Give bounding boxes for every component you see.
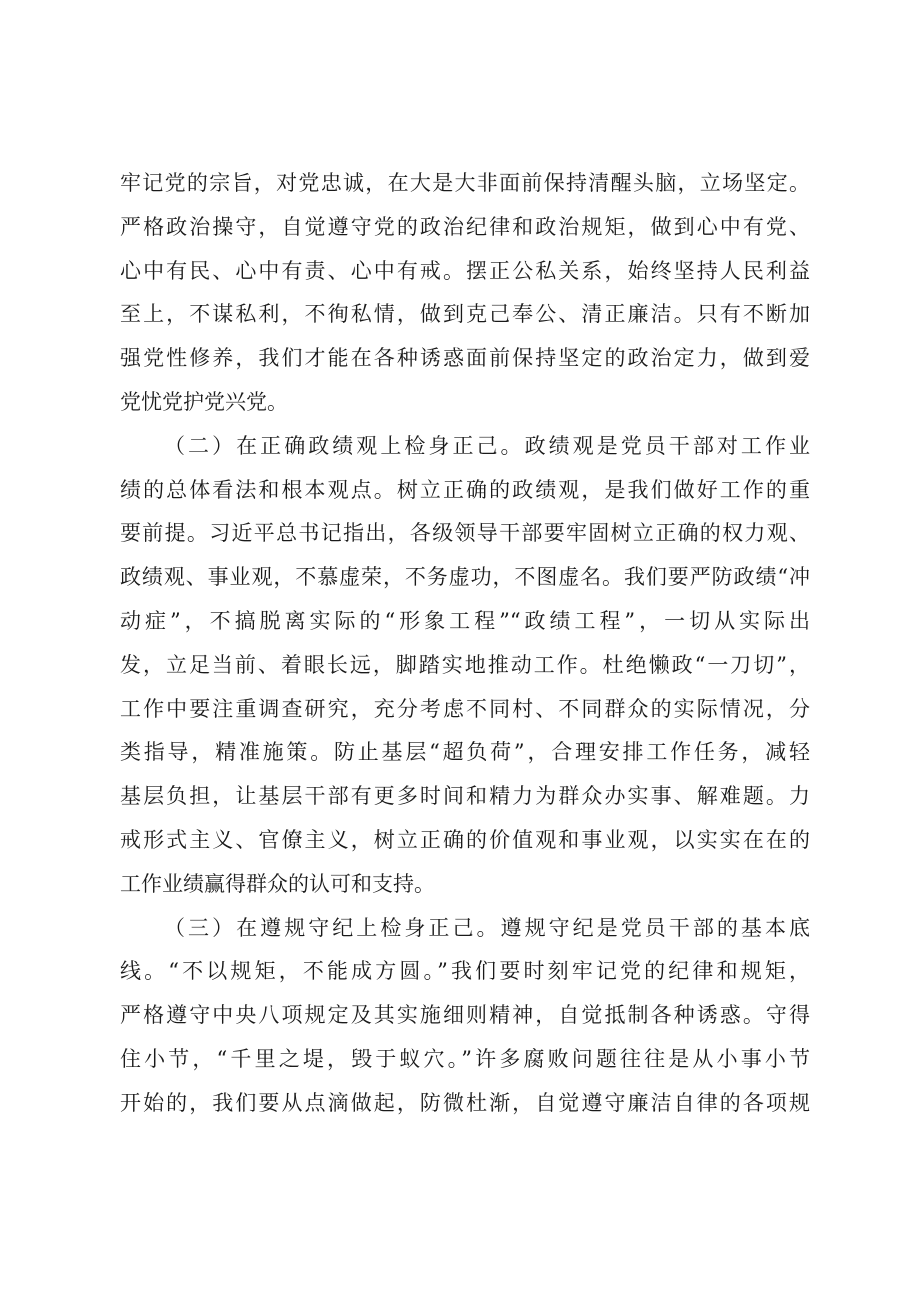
document-body xyxy=(120,162,810,1126)
text-line: 严格政治操守，自觉遵守党的政治纪律和政治规矩，做到心中有党、 xyxy=(120,214,810,239)
text-line: 至上，不谋私利，不徇私情，做到克己奉公、清正廉洁。只有不断加 xyxy=(120,302,810,327)
text-line: 要前提。习近平总书记指出，各级领导干部要牢固树立正确的权力观、 xyxy=(120,521,810,546)
paragraph-continued xyxy=(120,162,810,425)
text-line: 牢记党的宗旨，对党忠诚，在大是大非面前保持清醒头脑，立场坚定。 xyxy=(120,171,810,195)
text-line: 动症”，不搞脱离实际的“形象工程”“政绩工程”，一切从实际出 xyxy=(120,608,810,633)
section-heading-line: （二）在正确政绩观上检身正己。政绩观是党员干部对工作业 xyxy=(164,433,810,458)
text-line: 基层负担，让基层干部有更多时间和精力为群众办实事、解难题。力 xyxy=(120,784,810,809)
paragraph-section-3 xyxy=(120,907,810,1126)
text-line: 政绩观、事业观，不慕虚荣，不务虚功，不图虚名。我们要严防政绩“冲 xyxy=(120,565,810,590)
paragraph-section-2 xyxy=(120,425,810,907)
text-line: 类指导，精准施策。防止基层“超负荷”，合理安排工作任务，减轻 xyxy=(120,740,810,765)
text-line: 开始的，我们要从点滴做起，防微杜渐，自觉遵守廉洁自律的各项规 xyxy=(120,1090,810,1115)
text-line: 心中有民、心中有责、心中有戒。摆正公私关系，始终坚持人民利益 xyxy=(120,258,810,283)
section-heading-line: （三）在遵规守纪上检身正己。遵规守纪是党员干部的基本底 xyxy=(164,915,810,940)
text-line: 严格遵守中央八项规定及其实施细则精神，自觉抵制各种诱惑。守得 xyxy=(120,1003,810,1028)
text-line: 绩的总体看法和根本观点。树立正确的政绩观，是我们做好工作的重 xyxy=(120,477,810,502)
text-line: 工作中要注重调查研究，充分考虑不同村、不同群众的实际情况，分 xyxy=(120,696,810,721)
text-line: 工作业绩赢得群众的认可和支持。 xyxy=(120,871,435,896)
text-line: 住小节，“千里之堤，毁于蚁穴。”许多腐败问题往往是从小事小节 xyxy=(120,1046,810,1071)
text-line: 党忧党护党兴党。 xyxy=(120,389,288,414)
text-line: 发，立足当前、着眼长远，脚踏实地推动工作。杜绝懒政“一刀切”， xyxy=(120,652,810,677)
text-line: 线。“不以规矩，不能成方圆。”我们要时刻牢记党的纪律和规矩， xyxy=(120,959,810,984)
text-line: 强党性修养，我们才能在各种诱惑面前保持坚定的政治定力，做到爱 xyxy=(120,346,810,371)
text-line: 戒形式主义、官僚主义，树立正确的价值观和事业观，以实实在在的 xyxy=(120,827,810,852)
